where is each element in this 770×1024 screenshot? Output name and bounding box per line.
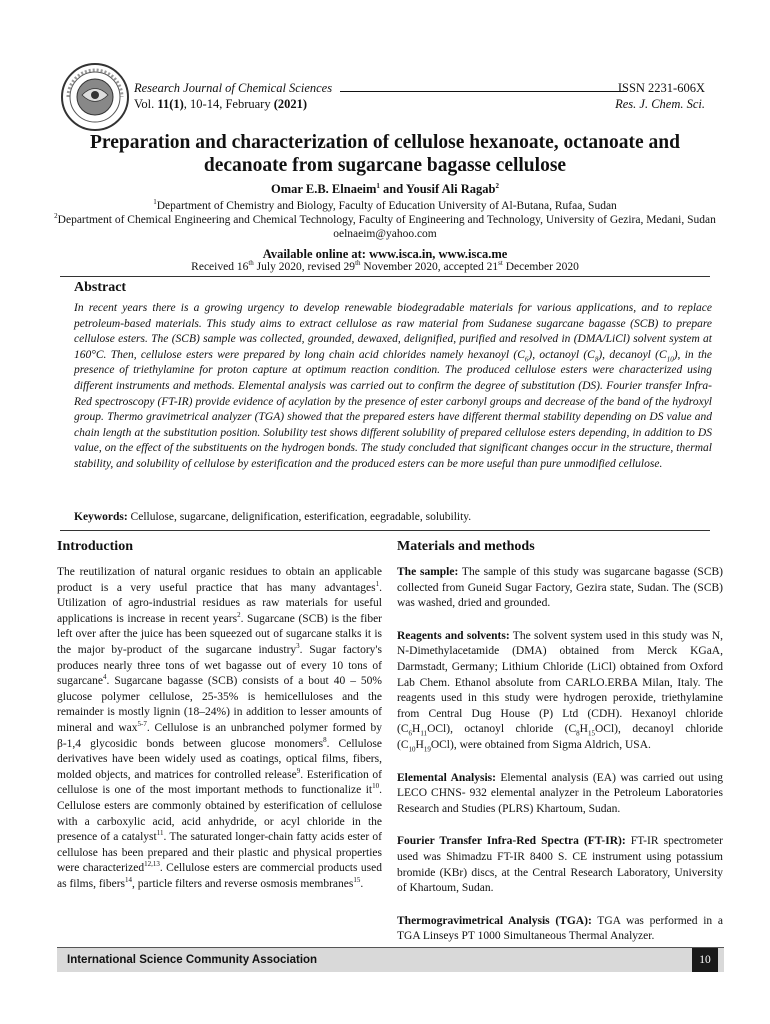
right-column bbox=[397, 538, 723, 962]
received-text: Received 16 bbox=[191, 261, 249, 273]
author-1: Omar E.B. Elnaeim bbox=[271, 182, 377, 196]
abstract-text bbox=[74, 301, 712, 473]
abstract-heading: Abstract bbox=[74, 280, 127, 295]
intro-text: The reutilization of natural organic residues to obtain an applicable product is a very useful practice that has many advantages bbox=[57, 566, 382, 594]
formula-sub: 8 bbox=[576, 729, 580, 738]
citation: 15 bbox=[353, 876, 361, 885]
received-dates bbox=[60, 261, 710, 273]
reagents-paragraph bbox=[397, 629, 723, 754]
author-2: Yousif Ali Ragab bbox=[405, 182, 496, 196]
year: (2021) bbox=[273, 97, 308, 111]
formula-sub: 10 bbox=[408, 745, 416, 754]
journal-abbrev: Res. J. Chem. Sci. bbox=[615, 97, 705, 111]
intro-text: . Esterification of cellulose is one of the most important methods to functionalize it bbox=[57, 768, 382, 797]
volume-number: 11(1) bbox=[157, 97, 184, 111]
citation: 14 bbox=[125, 876, 133, 885]
ftir-text: FT-IR spectrometer used was Shimadzu FT-IR 8400 S. CE instrument using potassium bromide (KBr) discs, at the Central Research Laboratory, University of Khartoum, Sudan. bbox=[397, 835, 723, 895]
aff1-text: Department of Chemistry and Biology, Faculty of Education University of Al-Butana, Rufaa, Sudan bbox=[156, 200, 617, 212]
abstract-top-rule bbox=[60, 276, 710, 277]
citation: 2 bbox=[237, 610, 241, 619]
author-email: oelnaeim@yahoo.com bbox=[333, 228, 437, 240]
introduction-heading: Introduction bbox=[57, 539, 133, 554]
revised-text: July 2020, revised 29 bbox=[253, 261, 356, 273]
aff1-sup: 1 bbox=[153, 198, 157, 207]
authors bbox=[60, 182, 710, 197]
author-2-sup: 2 bbox=[495, 181, 499, 190]
intro-text: . Cellulose derivatives have been widely used as coatings, optical films, fibers, molded objects, and matrices for controlled release bbox=[57, 737, 382, 781]
ea-lead: Elemental Analysis: bbox=[397, 771, 496, 784]
citation: 5-7 bbox=[137, 720, 147, 729]
body-top-rule bbox=[60, 530, 710, 531]
keywords-label: Keywords: bbox=[74, 511, 128, 523]
abstract-sub: 10 bbox=[666, 355, 674, 364]
available-online: Available online at: www.isca.in, www.isca.me bbox=[262, 247, 508, 261]
ftir-lead: Fourier Transfer Infra-Red Spectra (FT-IR): bbox=[397, 835, 626, 848]
intro-text: , particle filters and reverse osmosis membranes bbox=[132, 877, 354, 890]
sample-paragraph bbox=[397, 565, 723, 612]
citation: 9 bbox=[296, 766, 301, 775]
materials-methods-heading: Materials and methods bbox=[397, 539, 535, 554]
citation: 4 bbox=[102, 673, 107, 682]
keywords bbox=[74, 511, 471, 523]
citation: 12,13 bbox=[144, 860, 160, 869]
keywords-text: Cellulose, sugarcane, delignification, esterification, eegradable, solubility. bbox=[127, 511, 472, 523]
volume-prefix: Vol. bbox=[134, 97, 158, 111]
intro-text: . bbox=[360, 877, 364, 890]
left-column bbox=[57, 538, 382, 892]
journal-header-right bbox=[615, 80, 705, 112]
page-number: 10 bbox=[692, 948, 718, 972]
formula-sub: 19 bbox=[423, 745, 431, 754]
citation: 1 bbox=[375, 579, 380, 588]
intro-text: . Sugar factory's produces nearly three tons of wet bagasse out of every 10 tons of sugarcane bbox=[57, 643, 382, 688]
reagents-text: OCl), decanoyl chloride (C bbox=[397, 723, 724, 751]
intro-text: . The saturated longer-chain fatty acids ester of cellulose has been prepared and their plastic and physical properties were characterized bbox=[57, 831, 382, 875]
intro-text: . Cellulose esters are commercial products used as films, fibers bbox=[57, 862, 383, 890]
sample-text: The sample of this study was sugarcane bagasse (SCB) collected from Guneid Sugar Factory, Gezira state, Sudan. The (SCB) was washed, dried and grounded. bbox=[397, 566, 723, 610]
issn: ISSN 2231-606X bbox=[617, 81, 705, 95]
isca-seal-logo-icon bbox=[60, 62, 130, 132]
affiliation-2 bbox=[40, 213, 730, 228]
reagents-text: OCl), were obtained from Sigma Aldrich, USA. bbox=[430, 738, 651, 751]
formula-sub: 15 bbox=[587, 729, 595, 738]
paper-title bbox=[60, 131, 710, 177]
affiliation-1 bbox=[40, 199, 730, 214]
sup-th-2: th bbox=[355, 259, 361, 268]
december-text: December 2020 bbox=[502, 261, 579, 273]
abstract-part: In recent years there is a growing urgency to develop renewable biodegradable materials for various applications, and to replace petroleum-based materials. This study aims to extract cellulose as raw material from Sudanese sugarcane bagasse (SCB) to prepare cellulose esters. The (SCB) sample was collected, grounded, dewaxed, delignified, purified and resolved in (DMA/LiCl) solvent system at 160°C. Then, cellulose esters were prepared by long chain acid chlorides namely hexanoyl (C bbox=[74, 302, 712, 361]
reagents-text: The solvent system used in this study was N, N-Dimethylacetamide (DMA) obtained from Merck KGaA, Darmstadt, Germany; Lithium Chloride (LiCl) obtained from Oxford Lab Chem. Ethanol absolute from CARLO.ERBA Milan, Italy. The reagents used in this study were hydrogen peroxide, triethylamine from Central Dug House (P) Ltd (CDH). Hexanoyl chloride (C bbox=[397, 629, 724, 736]
abstract-part: ), in the presence of triethylamine for proton capture at optimum reaction condition. The produced cellulose esters were characterized using different instruments and methods. Elemental analysis was carried out to confirm the degree of substitution (DS). Fourier transfer Infra-Red spectroscopy (FT-IR) provide evidence of acylation by the presence of ester carbonyl groups and decrease of the band of the hydroxyl group. Thermo gravimetrical analyzer (TGA) showed that the prepared esters have different thermal stability depending on DS value and chain length at the substitution position. Solubility test shows different solubility of prepared cellulose esters depending, in addition to DS value, on the effect of the substituents on the hydrogen bonds. The study concluded that significant changes occur in the structure, thermal stability, and solubility of cellulose by esterification and the produced esters can be more useful than pure unmodified cellulose. bbox=[74, 348, 713, 470]
tga-lead: Thermogravimetrical Analysis (TGA): bbox=[397, 914, 592, 927]
reagents-lead: Reagents and solvents: bbox=[397, 629, 510, 642]
authors-and: and bbox=[379, 182, 406, 196]
journal-name: Research Journal of Chemical Sciences bbox=[134, 81, 333, 95]
intro-text: . Sugarcane bagasse (SCB) consists of a bout 40 – 50% glucose polymer cellulose, 25-35% is hemicelluloses and the remainder is mostly lignin (18–24%) in addition to lesser amounts of mineral and wax bbox=[57, 675, 382, 734]
author-1-sup: 1 bbox=[376, 181, 380, 190]
intro-text: . Cellulose is an unbranched polymer formed by β-1,4 glycosidic bonds between glucose monomers bbox=[57, 721, 382, 750]
intro-text: . Utilization of agro-industrial residues as raw materials for useful applications is increase in recent years bbox=[57, 581, 382, 625]
tga-paragraph bbox=[397, 914, 723, 945]
abstract-sub: 6 bbox=[524, 355, 529, 364]
tga-text: TGA was performed in a TGA Linseys PT 1000 Simultaneous Thermal Analyzer. bbox=[397, 914, 723, 943]
reagents-text: H bbox=[412, 723, 421, 736]
citation: 8 bbox=[323, 735, 327, 744]
formula-sub: 11 bbox=[420, 729, 428, 738]
citation: 10 bbox=[372, 782, 380, 791]
ea-text: Elemental analysis (EA) was carried out using LECO CHNS- 932 elemental analyzer in the Petroleum Laboratories Research and Studies (PLRS) Khartoum, Sudan. bbox=[397, 771, 723, 815]
accepted-text: November 2020, accepted 21 bbox=[360, 261, 499, 273]
title-line-2: decanoate from sugarcane bagasse cellulose bbox=[203, 155, 567, 176]
abstract-part: ), decanoyl (C bbox=[598, 348, 667, 361]
sup-st: st bbox=[498, 259, 503, 268]
citation: 3 bbox=[296, 642, 300, 651]
abstract-sub: 8 bbox=[594, 355, 599, 364]
formula-sub: 6 bbox=[408, 729, 412, 738]
aff2-sup: 2 bbox=[54, 212, 58, 221]
abstract-part: ), octanoyl (C bbox=[528, 348, 595, 361]
journal-header bbox=[134, 80, 332, 112]
elemental-analysis-paragraph bbox=[397, 771, 723, 818]
sample-lead: The sample: bbox=[397, 566, 459, 578]
reagents-text: OCl), octanoyl chloride (C bbox=[427, 723, 577, 736]
reagents-text: H bbox=[579, 723, 588, 736]
ftir-paragraph bbox=[397, 834, 723, 896]
pages-date: , 10-14, February bbox=[183, 97, 274, 111]
footer-organization: International Science Community Association bbox=[67, 954, 318, 966]
volume-line bbox=[134, 96, 332, 112]
intro-text: . Cellulose esters are commonly obtained by esterification of cellulose with a carboxylic acid, acid anhydride, or acyl chloride in the presence of a catalyst bbox=[57, 784, 382, 844]
header-rule bbox=[340, 91, 627, 92]
introduction-paragraph bbox=[57, 565, 382, 892]
intro-text: . Sugarcane (SCB) is the fiber left over after the juice has been squeezed out of sugarcane stalks it is the major by-product of the sugarcane industry bbox=[57, 612, 383, 656]
aff2-text: Department of Chemical Engineering and Chemical Technology, Faculty of Engineering and Technology, University of Gezira, Medani, Sudan bbox=[57, 214, 716, 226]
title-line-1: Preparation and characterization of cellulose hexanoate, octanoate and bbox=[90, 132, 680, 153]
citation: 11 bbox=[156, 829, 164, 838]
page-footer bbox=[57, 947, 724, 972]
sup-th-1: th bbox=[248, 259, 254, 268]
reagents-text: H bbox=[415, 738, 424, 751]
